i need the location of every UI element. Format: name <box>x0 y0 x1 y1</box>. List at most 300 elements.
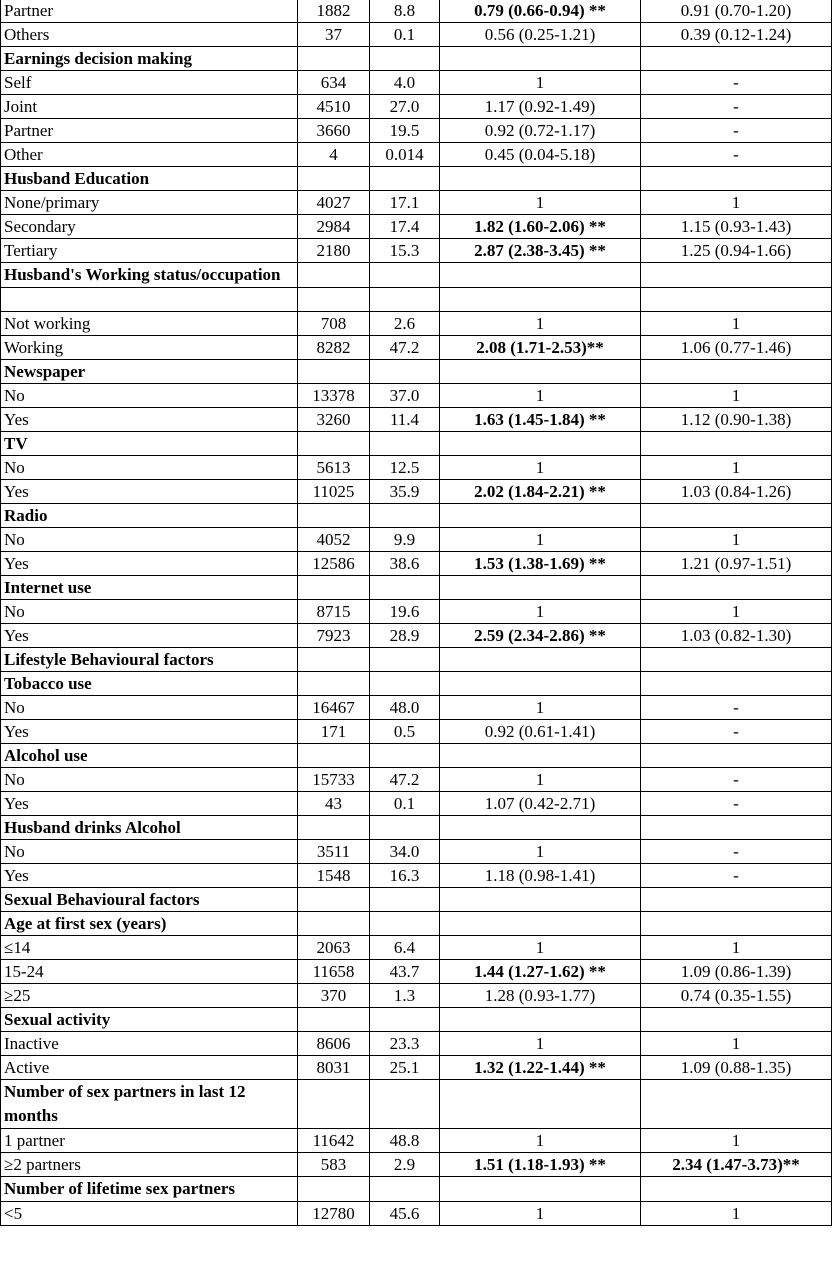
variable-label-cell: Yes <box>1 720 298 744</box>
table-row <box>1 119 832 143</box>
unadjusted-or-cell: 1.07 (0.42-2.71) <box>440 792 641 816</box>
table-row <box>1 95 832 119</box>
percent-cell: 0.5 <box>370 720 440 744</box>
table-row <box>1 792 832 816</box>
table-section-header-row <box>1 1008 832 1032</box>
table-section-header-row <box>1 912 832 936</box>
adjusted-or-cell <box>641 912 832 936</box>
variable-label-cell: No <box>1 840 298 864</box>
count-cell: 11642 <box>298 1129 370 1153</box>
count-cell <box>298 47 370 71</box>
unadjusted-or-cell: 0.79 (0.66-0.94) ** <box>440 0 641 23</box>
unadjusted-or-cell <box>440 47 641 71</box>
unadjusted-or-cell: 1 <box>440 528 641 552</box>
adjusted-or-cell <box>641 1080 832 1129</box>
adjusted-or-cell <box>641 888 832 912</box>
variable-label-cell: <5 <box>1 1202 298 1226</box>
count-cell <box>298 744 370 768</box>
count-cell: 16467 <box>298 696 370 720</box>
table-row <box>1 960 832 984</box>
percent-cell: 47.2 <box>370 336 440 360</box>
unadjusted-or-cell <box>440 744 641 768</box>
adjusted-or-cell: 1 <box>641 1129 832 1153</box>
count-cell: 12780 <box>298 1202 370 1226</box>
section-heading-cell: Husband drinks Alcohol <box>1 816 298 840</box>
adjusted-or-cell: 1.03 (0.82-1.30) <box>641 624 832 648</box>
count-cell <box>298 1177 370 1202</box>
count-cell: 8715 <box>298 600 370 624</box>
count-cell: 4027 <box>298 191 370 215</box>
percent-cell: 6.4 <box>370 936 440 960</box>
table-section-header-row <box>1 47 832 71</box>
variable-label-cell <box>1 288 298 312</box>
section-heading-cell: Newspaper <box>1 360 298 384</box>
table-row <box>1 456 832 480</box>
adjusted-or-cell: 1.12 (0.90-1.38) <box>641 408 832 432</box>
adjusted-or-cell: 1.03 (0.84-1.26) <box>641 480 832 504</box>
count-cell: 37 <box>298 23 370 47</box>
section-heading-cell: Husband's Working status/occupation <box>1 263 298 288</box>
count-cell <box>298 912 370 936</box>
adjusted-or-cell: 1 <box>641 528 832 552</box>
adjusted-or-cell <box>641 816 832 840</box>
table-section-header-row <box>1 504 832 528</box>
table-row <box>1 528 832 552</box>
adjusted-or-cell <box>641 504 832 528</box>
table-row <box>1 1129 832 1153</box>
count-cell: 370 <box>298 984 370 1008</box>
variable-label-cell: Yes <box>1 624 298 648</box>
adjusted-or-cell: - <box>641 119 832 143</box>
unadjusted-or-cell: 1 <box>440 1202 641 1226</box>
adjusted-or-cell: 1.15 (0.93-1.43) <box>641 215 832 239</box>
unadjusted-or-cell <box>440 816 641 840</box>
table-row <box>1 984 832 1008</box>
section-heading-cell: Earnings decision making <box>1 47 298 71</box>
section-heading-cell: Sexual activity <box>1 1008 298 1032</box>
count-cell <box>298 167 370 191</box>
unadjusted-or-cell: 1 <box>440 384 641 408</box>
table-row <box>1 239 832 263</box>
percent-cell: 2.6 <box>370 312 440 336</box>
adjusted-or-cell: - <box>641 71 832 95</box>
unadjusted-or-cell <box>440 576 641 600</box>
percent-cell <box>370 504 440 528</box>
count-cell: 4052 <box>298 528 370 552</box>
table-row <box>1 71 832 95</box>
adjusted-or-cell: - <box>641 792 832 816</box>
unadjusted-or-cell: 2.02 (1.84-2.21) ** <box>440 480 641 504</box>
count-cell: 11025 <box>298 480 370 504</box>
table-row <box>1 624 832 648</box>
percent-cell: 27.0 <box>370 95 440 119</box>
count-cell: 634 <box>298 71 370 95</box>
unadjusted-or-cell: 1 <box>440 1129 641 1153</box>
unadjusted-or-cell: 2.59 (2.34-2.86) ** <box>440 624 641 648</box>
section-heading-cell: Radio <box>1 504 298 528</box>
count-cell <box>298 360 370 384</box>
variable-label-cell: None/primary <box>1 191 298 215</box>
unadjusted-or-cell: 1.44 (1.27-1.62) ** <box>440 960 641 984</box>
unadjusted-or-cell: 2.87 (2.38-3.45) ** <box>440 239 641 263</box>
unadjusted-or-cell <box>440 504 641 528</box>
unadjusted-or-cell: 1 <box>440 312 641 336</box>
table-section-header-row <box>1 360 832 384</box>
adjusted-or-cell: 1 <box>641 936 832 960</box>
section-heading-cell: Sexual Behavioural factors <box>1 888 298 912</box>
table-row <box>1 768 832 792</box>
count-cell: 171 <box>298 720 370 744</box>
percent-cell: 2.9 <box>370 1153 440 1177</box>
table-section-header-row <box>1 167 832 191</box>
percent-cell: 38.6 <box>370 552 440 576</box>
count-cell: 2063 <box>298 936 370 960</box>
percent-cell <box>370 288 440 312</box>
percent-cell: 16.3 <box>370 864 440 888</box>
adjusted-or-cell: 1.25 (0.94-1.66) <box>641 239 832 263</box>
percent-cell: 11.4 <box>370 408 440 432</box>
variable-label-cell: Others <box>1 23 298 47</box>
adjusted-or-cell: 1 <box>641 191 832 215</box>
percent-cell: 45.6 <box>370 1202 440 1226</box>
variable-label-cell: No <box>1 528 298 552</box>
table-row <box>1 312 832 336</box>
section-heading-cell: Number of lifetime sex partners <box>1 1177 298 1202</box>
percent-cell: 47.2 <box>370 768 440 792</box>
unadjusted-or-cell: 1.82 (1.60-2.06) ** <box>440 215 641 239</box>
count-cell <box>298 648 370 672</box>
percent-cell: 28.9 <box>370 624 440 648</box>
percent-cell: 8.8 <box>370 0 440 23</box>
table-row <box>1 600 832 624</box>
table-row <box>1 840 832 864</box>
variable-label-cell: Working <box>1 336 298 360</box>
table-row <box>1 191 832 215</box>
percent-cell <box>370 263 440 288</box>
count-cell <box>298 888 370 912</box>
table-row <box>1 936 832 960</box>
table-row <box>1 143 832 167</box>
count-cell: 708 <box>298 312 370 336</box>
percent-cell: 17.4 <box>370 215 440 239</box>
table-row <box>1 408 832 432</box>
count-cell: 4510 <box>298 95 370 119</box>
adjusted-or-cell <box>641 432 832 456</box>
section-heading-cell: Number of sex partners in last 12 months <box>1 1080 298 1129</box>
percent-cell: 4.0 <box>370 71 440 95</box>
count-cell: 4 <box>298 143 370 167</box>
count-cell <box>298 263 370 288</box>
section-heading-cell: Husband Education <box>1 167 298 191</box>
variable-label-cell: No <box>1 696 298 720</box>
percent-cell: 34.0 <box>370 840 440 864</box>
percent-cell <box>370 888 440 912</box>
adjusted-or-cell <box>641 288 832 312</box>
adjusted-or-cell <box>641 1177 832 1202</box>
variable-label-cell: No <box>1 384 298 408</box>
unadjusted-or-cell <box>440 648 641 672</box>
table-row <box>1 384 832 408</box>
adjusted-or-cell: 1 <box>641 600 832 624</box>
percent-cell <box>370 1080 440 1129</box>
table-row <box>1 336 832 360</box>
percent-cell <box>370 576 440 600</box>
table-section-header-row <box>1 263 832 288</box>
unadjusted-or-cell: 1 <box>440 191 641 215</box>
percent-cell: 9.9 <box>370 528 440 552</box>
count-cell: 7923 <box>298 624 370 648</box>
table-section-header-row <box>1 672 832 696</box>
unadjusted-or-cell: 2.08 (1.71-2.53)** <box>440 336 641 360</box>
section-heading-cell: TV <box>1 432 298 456</box>
percent-cell <box>370 47 440 71</box>
table-section-header-row <box>1 1080 832 1129</box>
table-row <box>1 215 832 239</box>
variable-label-cell: Self <box>1 71 298 95</box>
percent-cell <box>370 648 440 672</box>
variable-label-cell: Yes <box>1 408 298 432</box>
table-row <box>1 1202 832 1226</box>
percent-cell: 43.7 <box>370 960 440 984</box>
table-row <box>1 696 832 720</box>
percent-cell: 12.5 <box>370 456 440 480</box>
table-row <box>1 1153 832 1177</box>
count-cell: 8282 <box>298 336 370 360</box>
variable-label-cell: Partner <box>1 119 298 143</box>
count-cell: 12586 <box>298 552 370 576</box>
adjusted-or-cell: 0.39 (0.12-1.24) <box>641 23 832 47</box>
variable-label-cell: Not working <box>1 312 298 336</box>
percent-cell <box>370 1008 440 1032</box>
unadjusted-or-cell: 0.45 (0.04-5.18) <box>440 143 641 167</box>
count-cell: 583 <box>298 1153 370 1177</box>
variable-label-cell: No <box>1 600 298 624</box>
unadjusted-or-cell: 1 <box>440 696 641 720</box>
adjusted-or-cell <box>641 47 832 71</box>
unadjusted-or-cell: 1.63 (1.45-1.84) ** <box>440 408 641 432</box>
percent-cell: 35.9 <box>370 480 440 504</box>
percent-cell: 0.1 <box>370 23 440 47</box>
adjusted-or-cell: 1 <box>641 384 832 408</box>
variable-label-cell: 15-24 <box>1 960 298 984</box>
variable-label-cell: ≥2 partners <box>1 1153 298 1177</box>
unadjusted-or-cell <box>440 1080 641 1129</box>
table-row <box>1 552 832 576</box>
count-cell: 3260 <box>298 408 370 432</box>
unadjusted-or-cell: 1 <box>440 768 641 792</box>
unadjusted-or-cell <box>440 672 641 696</box>
unadjusted-or-cell: 1.32 (1.22-1.44) ** <box>440 1056 641 1080</box>
adjusted-or-cell: 1 <box>641 1202 832 1226</box>
section-heading-cell: Tobacco use <box>1 672 298 696</box>
variable-label-cell: Secondary <box>1 215 298 239</box>
variable-label-cell: Other <box>1 143 298 167</box>
count-cell <box>298 576 370 600</box>
unadjusted-or-cell: 0.92 (0.72-1.17) <box>440 119 641 143</box>
count-cell: 3511 <box>298 840 370 864</box>
table-row <box>1 1032 832 1056</box>
adjusted-or-cell: 1.06 (0.77-1.46) <box>641 336 832 360</box>
adjusted-or-cell <box>641 648 832 672</box>
variable-label-cell: Joint <box>1 95 298 119</box>
variable-label-cell: No <box>1 456 298 480</box>
results-table-body <box>1 0 832 1226</box>
unadjusted-or-cell: 0.56 (0.25-1.21) <box>440 23 641 47</box>
percent-cell: 19.6 <box>370 600 440 624</box>
percent-cell <box>370 816 440 840</box>
unadjusted-or-cell: 1 <box>440 936 641 960</box>
variable-label-cell: Yes <box>1 552 298 576</box>
percent-cell: 25.1 <box>370 1056 440 1080</box>
percent-cell <box>370 912 440 936</box>
unadjusted-or-cell: 1 <box>440 1032 641 1056</box>
unadjusted-or-cell: 1.53 (1.38-1.69) ** <box>440 552 641 576</box>
table-section-header-row <box>1 888 832 912</box>
percent-cell: 0.014 <box>370 143 440 167</box>
adjusted-or-cell <box>641 167 832 191</box>
unadjusted-or-cell: 1 <box>440 840 641 864</box>
variable-label-cell: Yes <box>1 792 298 816</box>
variable-label-cell: Yes <box>1 864 298 888</box>
variable-label-cell: No <box>1 768 298 792</box>
unadjusted-or-cell <box>440 288 641 312</box>
unadjusted-or-cell: 1 <box>440 600 641 624</box>
adjusted-or-cell: 1 <box>641 456 832 480</box>
percent-cell <box>370 360 440 384</box>
percent-cell: 37.0 <box>370 384 440 408</box>
table-row <box>1 0 832 23</box>
section-heading-cell: Alcohol use <box>1 744 298 768</box>
unadjusted-or-cell: 1 <box>440 456 641 480</box>
variable-label-cell: ≥25 <box>1 984 298 1008</box>
percent-cell: 48.8 <box>370 1129 440 1153</box>
adjusted-or-cell: - <box>641 768 832 792</box>
adjusted-or-cell: 1.09 (0.86-1.39) <box>641 960 832 984</box>
count-cell: 11658 <box>298 960 370 984</box>
variable-label-cell: ≤14 <box>1 936 298 960</box>
count-cell <box>298 672 370 696</box>
table-row <box>1 864 832 888</box>
percent-cell: 15.3 <box>370 239 440 263</box>
adjusted-or-cell: 0.74 (0.35-1.55) <box>641 984 832 1008</box>
count-cell: 1548 <box>298 864 370 888</box>
section-heading-cell: Age at first sex (years) <box>1 912 298 936</box>
table-section-header-row <box>1 1177 832 1202</box>
count-cell <box>298 288 370 312</box>
unadjusted-or-cell <box>440 1177 641 1202</box>
count-cell: 5613 <box>298 456 370 480</box>
unadjusted-or-cell: 1.28 (0.93-1.77) <box>440 984 641 1008</box>
unadjusted-or-cell <box>440 167 641 191</box>
table-section-header-row <box>1 648 832 672</box>
adjusted-or-cell: 1 <box>641 1032 832 1056</box>
unadjusted-or-cell <box>440 888 641 912</box>
unadjusted-or-cell: 1 <box>440 71 641 95</box>
count-cell <box>298 504 370 528</box>
variable-label-cell: Inactive <box>1 1032 298 1056</box>
adjusted-or-cell: 1.09 (0.88-1.35) <box>641 1056 832 1080</box>
count-cell: 13378 <box>298 384 370 408</box>
unadjusted-or-cell <box>440 1008 641 1032</box>
adjusted-or-cell: 1.21 (0.97-1.51) <box>641 552 832 576</box>
count-cell: 15733 <box>298 768 370 792</box>
count-cell: 2180 <box>298 239 370 263</box>
section-heading-cell: Lifestyle Behavioural factors <box>1 648 298 672</box>
count-cell: 8031 <box>298 1056 370 1080</box>
adjusted-or-cell: 1 <box>641 312 832 336</box>
percent-cell: 19.5 <box>370 119 440 143</box>
adjusted-or-cell <box>641 1008 832 1032</box>
variable-label-cell: Yes <box>1 480 298 504</box>
variable-label-cell: Active <box>1 1056 298 1080</box>
table-row <box>1 288 832 312</box>
table-row <box>1 23 832 47</box>
adjusted-or-cell: 0.91 (0.70-1.20) <box>641 0 832 23</box>
percent-cell: 23.3 <box>370 1032 440 1056</box>
unadjusted-or-cell <box>440 263 641 288</box>
percent-cell <box>370 672 440 696</box>
table-section-header-row <box>1 432 832 456</box>
adjusted-or-cell <box>641 263 832 288</box>
percent-cell: 48.0 <box>370 696 440 720</box>
adjusted-or-cell: 2.34 (1.47-3.73)** <box>641 1153 832 1177</box>
table-section-header-row <box>1 576 832 600</box>
unadjusted-or-cell: 1.17 (0.92-1.49) <box>440 95 641 119</box>
adjusted-or-cell <box>641 360 832 384</box>
adjusted-or-cell <box>641 576 832 600</box>
variable-label-cell: Partner <box>1 0 298 23</box>
unadjusted-or-cell: 0.92 (0.61-1.41) <box>440 720 641 744</box>
unadjusted-or-cell <box>440 912 641 936</box>
unadjusted-or-cell: 1.18 (0.98-1.41) <box>440 864 641 888</box>
table-row <box>1 1056 832 1080</box>
count-cell: 2984 <box>298 215 370 239</box>
table-row <box>1 720 832 744</box>
adjusted-or-cell: - <box>641 840 832 864</box>
percent-cell <box>370 167 440 191</box>
adjusted-or-cell <box>641 744 832 768</box>
unadjusted-or-cell <box>440 360 641 384</box>
adjusted-or-cell <box>641 672 832 696</box>
table-section-header-row <box>1 744 832 768</box>
count-cell <box>298 432 370 456</box>
adjusted-or-cell: - <box>641 864 832 888</box>
count-cell <box>298 1008 370 1032</box>
percent-cell: 17.1 <box>370 191 440 215</box>
section-heading-cell: Internet use <box>1 576 298 600</box>
table-row <box>1 480 832 504</box>
variable-label-cell: 1 partner <box>1 1129 298 1153</box>
percent-cell <box>370 1177 440 1202</box>
adjusted-or-cell: - <box>641 143 832 167</box>
percent-cell <box>370 432 440 456</box>
table-section-header-row <box>1 816 832 840</box>
count-cell <box>298 816 370 840</box>
percent-cell: 0.1 <box>370 792 440 816</box>
adjusted-or-cell: - <box>641 95 832 119</box>
count-cell: 8606 <box>298 1032 370 1056</box>
unadjusted-or-cell: 1.51 (1.18-1.93) ** <box>440 1153 641 1177</box>
unadjusted-or-cell <box>440 432 641 456</box>
count-cell: 3660 <box>298 119 370 143</box>
count-cell: 43 <box>298 792 370 816</box>
adjusted-or-cell: - <box>641 696 832 720</box>
count-cell <box>298 1080 370 1129</box>
adjusted-or-cell: - <box>641 720 832 744</box>
percent-cell: 1.3 <box>370 984 440 1008</box>
count-cell: 1882 <box>298 0 370 23</box>
percent-cell <box>370 744 440 768</box>
